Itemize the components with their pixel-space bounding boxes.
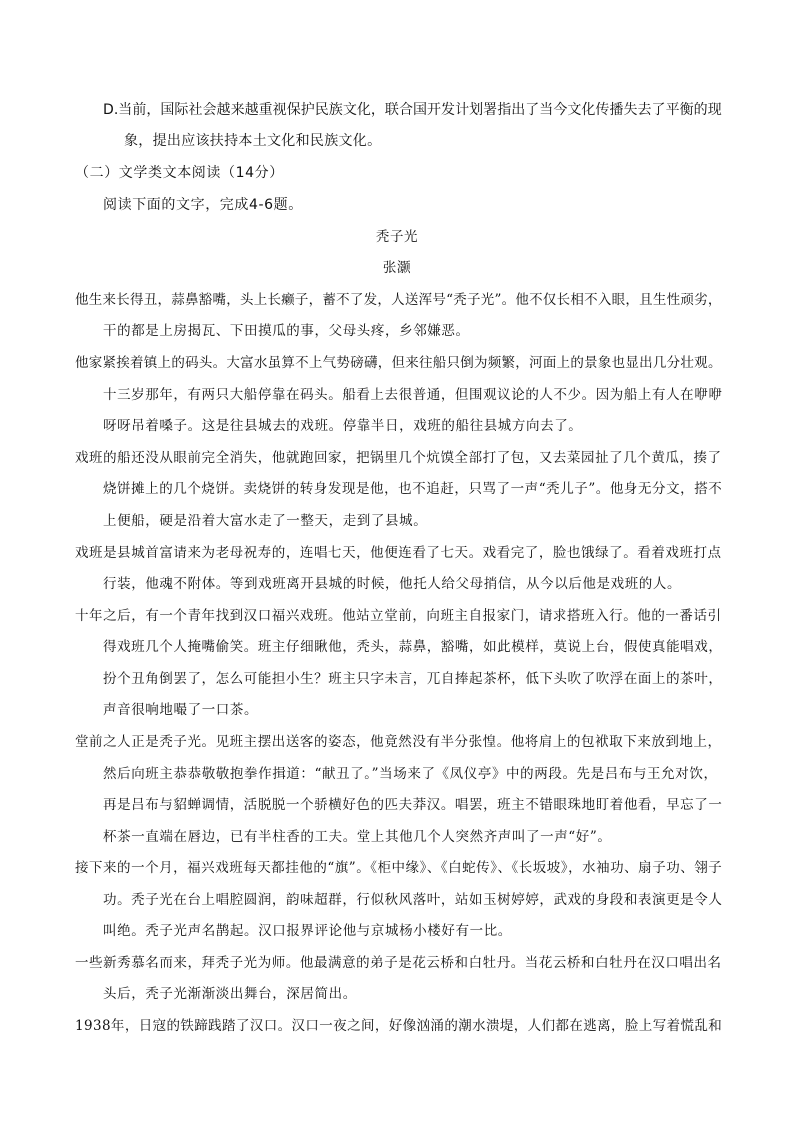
story-line: 再是吕布与貂蝉调情，活脱脱一个骄横好色的匹夫莽汉。唱罢，班主不错眼珠地盯着他看，早忘了一 — [103, 797, 723, 813]
story-line: 十年之后，有一个青年找到汉口福兴戏班。他站立堂前，向班主自报家门，请求搭班入行。他的一番话引 — [75, 608, 722, 624]
story-line: 一些新秀慕名而来，拜秃子光为师。他最满意的弟子是花云桥和白牡丹。当花云桥和白牡丹在汉口唱出名 — [75, 955, 722, 971]
option-d-line-1: D.当前，国际社会越来越重视保护民族文化，联合国开发计划署指出了当今文化传播失去了平衡的现 — [103, 102, 722, 118]
story-line: 他生来长得丑，蒜鼻豁嘴，头上长癞子，蓄不了发，人送浑号“秃子光”。他不仅长相不入眼，且生性顽劣， — [75, 292, 722, 308]
option-d-line-2: 象，提出应该扶持本土文化和民族文化。 — [124, 133, 382, 149]
story-line: 行装，他魂不附体。等到戏班离开县城的时候，他托人给父母捎信，从今以后他是戏班的人。 — [103, 576, 682, 592]
story-line: 头后，秃子光渐渐淡出舞台，深居简出。 — [103, 986, 357, 1002]
story-line: 杯茶一直端在唇边，已有半柱香的工夫。堂上其他几个人突然齐声叫了一声“好”。 — [103, 829, 612, 845]
story-line: 1938年，日寇的铁蹄践踏了汉口。汉口一夜之间，好像汹涌的潮水溃堤，人们都在逃离，脸上写着慌乱和 — [75, 1018, 723, 1034]
story-line: 叫绝。秃子光声名鹊起。汉口报界评论他与京城杨小楼好有一比。 — [103, 923, 512, 939]
story-line: 戏班是县城首富请来为老母祝寿的，连唱七天，他便连看了七天。戏看完了，脸也饿绿了。看着戏班打点 — [75, 545, 722, 561]
story-line: 功。秃子光在台上唱腔圆润，韵味超群，行似秋风落叶，站如玉树婷婷，武戏的身段和表演更是令人 — [103, 892, 723, 908]
story-line: 声音很响地嘬了一口茶。 — [103, 702, 259, 718]
story-line: 接下来的一个月，福兴戏班每天都挂他的“旗”。《柜中缘》、《白蛇传》、《长坂坡》，水袖功、扇子功、翎子 — [75, 860, 723, 876]
story-author: 张灏 — [382, 260, 412, 276]
story-line: 烧饼摊上的几个烧饼。卖烧饼的转身发现是他，也不追赶，只骂了一声“秃儿子”。他身无分文，搭不 — [103, 481, 723, 497]
story-line: 戏班的船还没从眼前完全消失，他就跑回家，把锅里几个炕馍全部打了包，又去菜园扯了几个黄瓜，揍了 — [75, 450, 722, 466]
story-line: 干的都是上房揭瓦、下田摸瓜的事，父母头疼，乡邻嫌恶。 — [103, 323, 470, 339]
story-title: 秃子光 — [375, 229, 419, 245]
story-line: 得戏班几个人掩嘴偷笑。班主仔细瞅他，秃头，蒜鼻，豁嘴，如此模样，莫说上台，假使真能唱戏， — [103, 639, 723, 655]
story-line: 堂前之人正是秃子光。见班主摆出送客的姿态，他竟然没有半分张惶。他将肩上的包袱取下来放到地上， — [75, 734, 722, 750]
story-line: 他家紧挨着镇上的码头。大富水虽算不上气势磅礴，但来往船只倒为频繁，河面上的景象也显出几分壮观。 — [75, 355, 722, 371]
story-line: 扮个丑角倒罢了，怎么可能担小生？班主只字未言，兀自捧起茶杯，低下头吹了吹浮在面上的茶叶， — [103, 671, 723, 687]
section-heading: （二）文学类文本阅读（14分） — [75, 165, 284, 181]
story-line: 上便船，硬是沿着大富水走了一整天，走到了县城。 — [103, 513, 428, 529]
story-line: 呀呀吊着嗓子。这是往县城去的戏班。停靠半日，戏班的船往县城方向去了。 — [103, 418, 583, 434]
story-line: 十三岁那年，有两只大船停靠在码头。船看上去很普通，但围观议论的人不少。因为船上有人在咿咿 — [103, 387, 723, 403]
story-line: 然后向班主恭恭敬敬抱拳作揖道：“献丑了。”当场来了《凤仪亭》中的两段。先是吕布与王允对饮， — [103, 766, 718, 782]
section-instruction: 阅读下面的文字，完成4-6题。 — [103, 197, 303, 213]
